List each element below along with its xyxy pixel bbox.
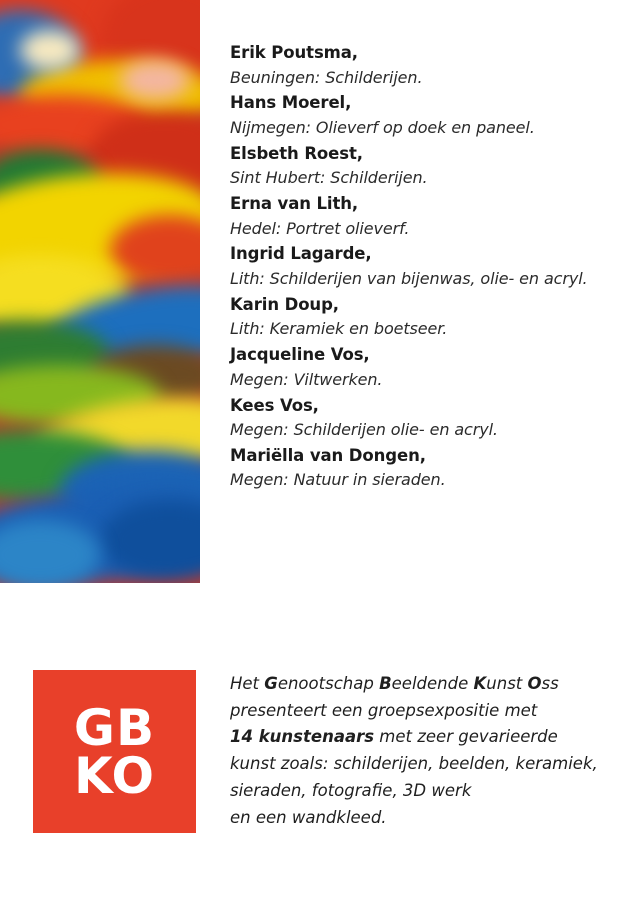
artist-description: Megen: Viltwerken. (230, 369, 383, 389)
artist-name: Mariëlla van Dongen, (230, 445, 426, 465)
list-item (230, 191, 620, 241)
list-item (230, 342, 620, 392)
blurb-capital-b: B (379, 674, 392, 693)
exhibition-blurb (230, 671, 610, 831)
blurb-capital-g: G (264, 674, 278, 693)
artist-name: Hans Moerel, (230, 93, 352, 113)
blurb-capital-o: O (527, 674, 542, 693)
blurb-line-5: sieraden, fotografie, 3D werk (230, 780, 472, 800)
blurb-line-2: presenteert een groepsexpositie met (230, 700, 538, 720)
list-item (230, 40, 620, 90)
blurb-text: met zeer gevarieerde (374, 727, 558, 747)
blurb-text: unst (486, 674, 528, 693)
artist-name: Ingrid Lagarde, (230, 244, 372, 264)
artist-description: Lith: Keramiek en boetseer. (230, 319, 448, 339)
artist-name: Elsbeth Roest, (230, 143, 363, 163)
list-item (230, 90, 620, 140)
logo-line-2: KO (73, 746, 155, 805)
artist-description: Megen: Schilderijen olie- en acryl. (230, 420, 498, 440)
artist-name: Erik Poutsma, (230, 43, 358, 62)
artist-name: Karin Doup, (230, 294, 339, 314)
artist-description: Lith: Schilderijen van bijenwas, olie- en acryl. (230, 269, 588, 288)
blurb-artist-count: 14 kunstenaars (230, 727, 375, 747)
paint-artwork-image (0, 0, 200, 583)
artist-description: Nijmegen: Olieverf op doek en paneel. (230, 117, 535, 137)
list-item (230, 292, 620, 342)
artist-description: Megen: Natuur in sieraden. (230, 470, 446, 490)
list-item (230, 443, 620, 493)
blurb-line-6: en een wandkleed. (230, 807, 387, 827)
blurb-text: eeldende (391, 674, 474, 693)
artist-description: Hedel: Portret olieverf. (230, 218, 410, 238)
logo-line-1: GB (73, 698, 156, 757)
blurb-text: Het (230, 674, 265, 693)
artist-name: Erna van Lith, (230, 194, 359, 214)
list-item (230, 141, 620, 191)
list-item (230, 241, 620, 291)
artist-description: Sint Hubert: Schilderijen. (230, 168, 428, 188)
blurb-text: enootschap (277, 674, 380, 693)
blurb-line-3 (230, 724, 610, 751)
artist-description: Beuningen: Schilderijen. (230, 67, 423, 87)
list-item (230, 393, 620, 443)
artist-name: Jacqueline Vos, (230, 345, 370, 365)
gbko-logo (33, 670, 196, 833)
artist-name: Kees Vos, (230, 395, 319, 415)
artist-list (230, 40, 620, 493)
blurb-line-4: kunst zoals: schilderijen, beelden, keramiek, (230, 754, 598, 774)
blurb-capital-k: K (473, 674, 487, 693)
blurb-text: ss (541, 674, 559, 693)
blurb-line-1 (230, 671, 610, 698)
